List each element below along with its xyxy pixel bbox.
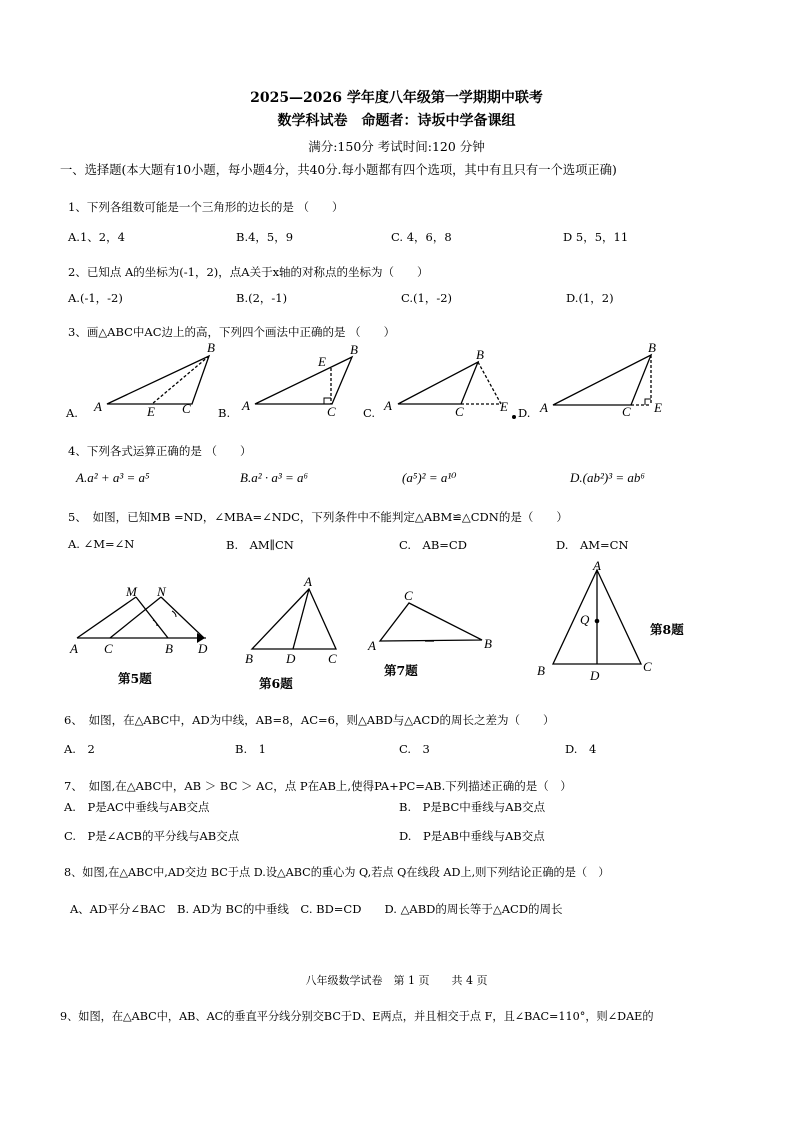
q3-figures [0,335,793,425]
q8-options: A、AD平分∠BAC B. AD为 BC的中垂线 C. BD=CD D. △ABD的周长等于△ACD的周长 [70,902,563,916]
svg-text:A: A [593,558,601,573]
q5-option-d: D. AM=CN [556,538,629,552]
q7-option-c: C. P是∠ACB的平分线与AB交点 [64,829,240,843]
svg-text:A: A [368,638,376,653]
figure-5-caption: 第5题 [118,671,152,686]
svg-text:C: C [643,659,652,674]
q3-option-d: D. [518,406,531,420]
svg-text:C: C [327,404,336,419]
question-3-stem: 3、画△ABC中AC边上的高，下列四个画法中正确的是 （ ） [68,325,396,339]
q7-option-b: B. P是BC中垂线与AB交点 [399,800,546,814]
q1-option-b: B.4，5，9 [236,230,294,244]
exam-title: 2025—2026 学年度八年级第一学期期中联考 [250,90,543,106]
q3-option-a: A. [66,406,78,420]
svg-text:D: D [590,668,600,683]
question-6-stem: 6、 如图，在△ABC中，AD为中线，AB=8，AC=6，则△ABD与△ACD的周长之差为（ ） [64,713,555,727]
svg-text:B: B [648,340,656,355]
svg-text:C: C [328,651,337,666]
q2-option-d: D.(1，2) [566,291,614,305]
q4-option-c: (a⁵)² = a¹⁰ [402,470,457,485]
q1-option-a: A.1、2，4 [68,230,125,244]
q4-option-b: B.a² · a³ = a⁶ [240,470,309,485]
figure-6-caption: 第6题 [259,676,293,691]
svg-text:B: B [537,663,545,678]
svg-text:B: B [350,342,358,357]
svg-text:B: B [165,641,173,656]
svg-text:C: C [622,404,631,419]
q1-option-d: D 5，5，11 [563,230,629,244]
svg-text:A: A [540,400,548,415]
svg-text:Q: Q [580,612,590,627]
svg-text:C: C [182,401,191,416]
section-heading: 一、选择题(本大题有10小题，每小题4分，共40分.每小题都有四个选项，其中有且只有一个选项正确) [60,163,617,177]
question-1-stem: 1、下列各组数可能是一个三角形的边长的是 （ ） [68,200,344,214]
q7-option-a: A. P是AC中垂线与AB交点 [64,800,210,814]
figure-7-caption: 第7题 [384,663,418,678]
svg-text:B: B [245,651,253,666]
svg-text:D: D [286,651,296,666]
question-5-stem: 5、 如图，已知MB =ND，∠MBA=∠NDC，下列条件中不能判定△ABM≌△CDN的是（ ） [68,510,568,524]
question-4-stem: 4、下列各式运算正确的是 （ ） [68,444,252,458]
svg-text:E: E [147,404,155,419]
svg-text:M: M [126,584,137,599]
q3-option-c: C. [363,406,376,420]
q2-option-a: A.(-1，-2) [68,291,123,305]
svg-text:B: B [484,636,492,651]
svg-text:N: N [157,584,166,599]
svg-text:C: C [404,588,413,603]
exam-subtitle: 数学科试卷 命题者：诗坂中学备课组 [277,113,516,129]
q5-option-b: B. AM∥CN [226,538,294,552]
svg-text:E: E [318,354,326,369]
svg-text:C: C [104,641,113,656]
svg-text:B: B [207,340,215,355]
svg-text:E: E [500,399,508,414]
q6-option-d: D. 4 [565,742,597,756]
svg-text:A: A [94,399,102,414]
q1-option-c: C. 4，6，8 [391,230,452,244]
question-7-stem: 7、 如图,在△ABC中，AB ＞ BC ＞ AC，点 P在AB上,使得PA+PC=AB.下列描述正确的是（ ） [64,779,572,793]
svg-text:A: A [242,398,250,413]
q3-option-b: B. [218,406,231,420]
svg-text:D: D [198,641,208,656]
q4-option-a: A.a² + a³ = a⁵ [76,470,150,485]
svg-text:A: A [304,574,312,589]
q5-option-c: C. AB=CD [399,538,467,552]
svg-text:A: A [384,398,392,413]
q2-option-c: C.(1，-2) [401,291,453,305]
figure-8-caption: 第8题 [650,622,684,637]
question-2-stem: 2、已知点 A的坐标为(-1，2)，点A关于x轴的对称点的坐标为（ ） [68,265,429,279]
svg-text:E: E [654,400,662,415]
q5-option-a: A. ∠M=∠N [68,537,135,551]
q6-option-c: C. 3 [399,742,430,756]
svg-text:B: B [476,347,484,362]
page-footer: 八年级数学试卷 第 1 页 共 4 页 [305,974,488,987]
q7-option-d: D. P是AB中垂线与AB交点 [399,829,545,843]
q2-option-b: B.(2，-1) [236,291,288,305]
svg-text:C: C [455,404,464,419]
exam-info: 满分:150分 考试时间:120 分钟 [308,139,485,154]
q6-option-a: A. 2 [64,742,95,756]
q4-option-d: D.(ab²)³ = ab⁶ [570,470,645,485]
question-8-stem: 8、如图,在△ABC中,AD交边 BC于点 D.设△ABC的重心为 Q,若点 Q在线段 AD上,则下列结论正确的是（ ） [64,866,610,879]
svg-text:A: A [70,641,78,656]
question-9-stem: 9、如图，在△ABC中，AB、AC的垂直平分线分别交BC于D、E两点，并且相交于点 F，且∠BAC=110°，则∠DAE的 [60,1010,654,1023]
q6-option-b: B. 1 [235,742,266,756]
